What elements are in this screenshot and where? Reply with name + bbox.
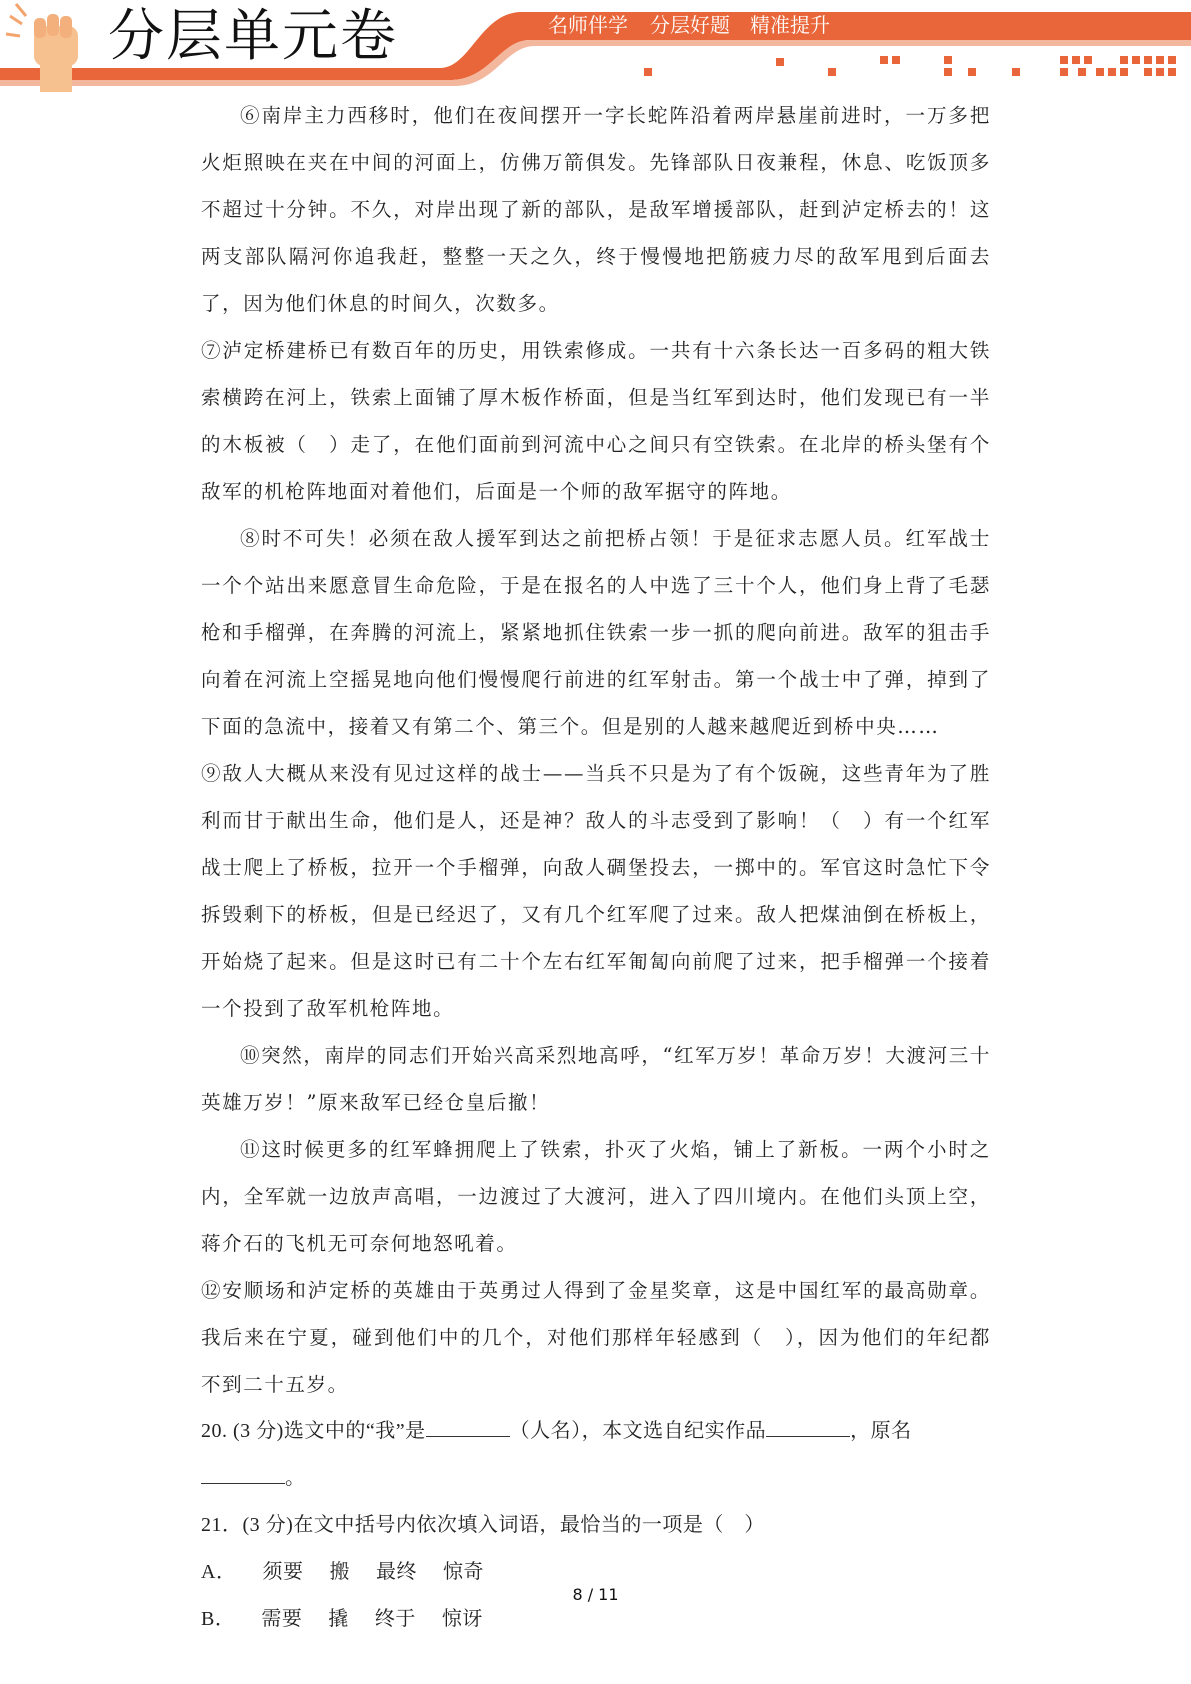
header-title: 分层单元卷 <box>108 4 398 69</box>
option-b-label: B． <box>201 1608 236 1630</box>
q20-blank-original-name[interactable] <box>201 1465 285 1484</box>
question-21: 21．(3 分)在文中括号内依次填入词语，最恰当的一项是（ ） <box>201 1514 765 1536</box>
paragraph-11: ⑪这时候更多的红军蜂拥爬上了铁索，扑灭了火焰，铺上了新板。一两个小时之内，全军就一边放声高唱，一边渡过了大渡河，进入了四川境内。在他们头顶上空，蒋介石的飞机无可奈何地怒吼着。 <box>201 1138 991 1255</box>
q20-text-3: ，原名 <box>850 1420 912 1442</box>
page-number: 8 / 11 <box>572 1585 619 1604</box>
slogan-2: 分层好题 <box>650 13 730 37</box>
question-20 <box>201 1408 991 1502</box>
option-b-word-2: 撬 <box>328 1608 349 1630</box>
q20-text-1: 20. (3 分)选文中的“我”是 <box>201 1420 426 1442</box>
q20-blank-author[interactable] <box>426 1418 510 1437</box>
slogan-3: 精准提升 <box>750 13 830 37</box>
paragraph-9: ⑨敌人大概从来没有见过这样的战士——当兵不只是为了有个饭碗，这些青年为了胜利而甘于献出生命，他们是人，还是神？敌人的斗志受到了影响！（ ）有一个红军战士爬上了桥板，拉开一个手榴弹，向敌人碉堡投去，一掷中的。军官这时急忙下令拆毁剩下的桥板，但是已经迟了，又有几个红军爬了过来。敌人把煤油倒在桥板上，开始烧了起来。但是这时已有二十个左右红军匍匐向前爬了过来，把手榴弹一个接着一个投到了敌军机枪阵地。 <box>201 762 991 1020</box>
paragraph-10: ⑩突然，南岸的同志们开始兴高采烈地高呼，“红军万岁！革命万岁！大渡河三十英雄万岁！”原来敌军已经仓皇后撤！ <box>201 1044 991 1114</box>
paragraph-7: ⑦泸定桥建桥已有数百年的历史，用铁索修成。一共有十六条长达一百多码的粗大铁索横跨在河上，铁索上面铺了厚木板作桥面，但是当红军到达时，他们发现已有一半的木板被（ ）走了，在他们面前到河流中心之间只有空铁索。在北岸的桥头堡有个敌军的机枪阵地面对着他们，后面是一个师的敌军据守的阵地。 <box>201 339 991 503</box>
page-header <box>0 0 1191 96</box>
option-a-word-3: 最终 <box>375 1561 417 1583</box>
q20-text-4: 。 <box>285 1467 306 1489</box>
q20-text-2: （人名），本文选自纪实作品 <box>509 1420 767 1442</box>
document-body <box>201 92 991 1643</box>
paragraph-6: ⑥南岸主力西移时，他们在夜间摆开一字长蛇阵沿着两岸悬崖前进时，一万多把火炬照映在夹在中间的河面上，仿佛万箭俱发。先锋部队日夜兼程，休息、吃饭顶多不超过十分钟。不久，对岸出现了新的部队，是敌军增援部队，赶到泸定桥去的！这两支部队隔河你追我赶，整整一天之久，终于慢慢地把筋疲力尽的敌军甩到后面去了，因为他们休息的时间久，次数多。 <box>201 104 991 315</box>
paragraph-12: ⑫安顺场和泸定桥的英雄由于英勇过人得到了金星奖章，这是中国红军的最高勋章。我后来在宁夏，碰到他们中的几个，对他们那样年轻感到（ ），因为他们的年纪都不到二十五岁。 <box>201 1279 991 1396</box>
option-b-word-3: 终于 <box>374 1608 416 1630</box>
option-a-word-1: 须要 <box>262 1561 304 1583</box>
option-b-word-1: 需要 <box>261 1608 303 1630</box>
paragraph-8: ⑧时不可失！必须在敌人援军到达之前把桥占领！于是征求志愿人员。红军战士一个个站出来愿意冒生命危险，于是在报名的人中选了三十个人，他们身上背了毛瑟枪和手榴弹，在奔腾的河流上，紧紧地抓住铁索一步一抓的爬向前进。敌军的狙击手向着在河流上空摇晃地向他们慢慢爬行前进的红军射击。第一个战士中了弹，掉到了下面的急流中，接着又有第二个、第三个。但是别的人越来越爬近到桥中央…… <box>201 527 991 738</box>
option-b-word-4: 惊讶 <box>441 1608 483 1630</box>
option-a-word-2: 搬 <box>329 1561 350 1583</box>
option-a-label: A． <box>201 1561 237 1583</box>
q20-blank-work[interactable] <box>766 1418 850 1437</box>
option-a-word-4: 惊奇 <box>442 1561 484 1583</box>
slogan-1: 名师伴学 <box>548 13 628 37</box>
